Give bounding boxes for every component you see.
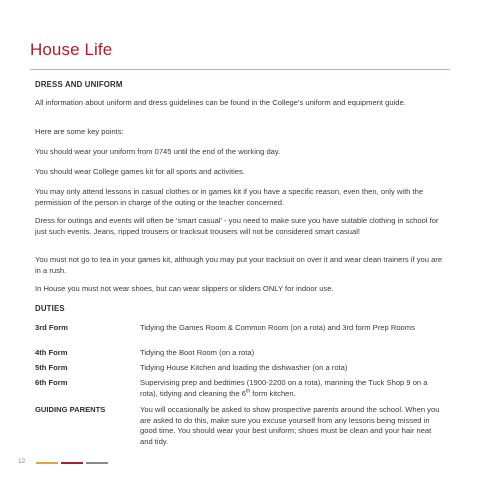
footer-bar-red	[61, 462, 83, 464]
section-heading-dress: DRESS AND UNIFORM	[35, 80, 123, 89]
dress-paragraph: You should wear your uniform from 0745 until the end of the working day.	[35, 147, 281, 156]
duty-form-label: 6th Form	[35, 378, 68, 387]
guiding-parents-label: GUIDING PARENTS	[35, 405, 106, 414]
footer-bar-grey	[86, 462, 108, 464]
guiding-parents-row	[35, 405, 447, 447]
guiding-parents-text: You will occasionally be asked to show prospective parents around the school. When you are asked to do this, make sure you excuse yourself from any lessons being missed in good time. You should wear your best uniform; shoes must be clean and your hair neat and tidy.	[140, 405, 440, 446]
duty-form-label: 3rd Form	[35, 323, 68, 332]
duty-row	[35, 323, 447, 334]
duty-form-label: 5th Form	[35, 363, 68, 372]
dress-paragraph: Dress for outings and events will often be 'smart casual' - you need to make sure you have suitable clothing in school for just such events. Jeans, ripped trousers or tracksuit trousers will not be considered smart casual!	[35, 216, 439, 236]
dress-paragraph: All information about uniform and dress guidelines can be found in the College's uniform and equipment guide.	[35, 98, 406, 107]
duty-description: Tidying the Games Room & Common Room (on a rota) and 3rd form Prep Rooms	[140, 323, 415, 332]
page-number: 12	[18, 458, 26, 465]
duty-row	[35, 348, 447, 359]
duty-row	[35, 363, 447, 374]
duty-description: Tidying the Boot Room (on a rota)	[140, 348, 255, 357]
duty-description: Tidying House Kitchen and loading the dishwasher (on a rota)	[140, 363, 348, 372]
duty-form-label: 4th Form	[35, 348, 68, 357]
title-divider	[30, 69, 450, 70]
dress-paragraph: You should wear College games kit for all sports and activities.	[35, 167, 245, 176]
dress-paragraph: You must not go to tea in your games kit, although you may put your tracksuit on over it and wear clean trainers if you are in a rush.	[35, 255, 443, 275]
footer-bar-orange	[36, 462, 58, 464]
duty-description	[140, 378, 445, 399]
dress-paragraph: You may only attend lessons in casual clothes or in games kit if you have a specific reason, even then, only with the permission of the person in charge of the outing or the teacher concerned.	[35, 187, 424, 207]
dress-paragraph: Here are some key points:	[35, 127, 124, 136]
duty-row	[35, 378, 447, 399]
page-title: House Life	[30, 40, 113, 59]
duty-text-part: form kitchen.	[250, 388, 296, 398]
section-heading-duties: DUTIES	[35, 304, 65, 313]
duty-text-part: Supervising prep and bedtimes (1900-2200 on a rota), manning the Tuck Shop 9 on a rota), tidying and cleaning the 6	[140, 378, 428, 398]
ordinal-suffix: th	[245, 388, 251, 395]
dress-paragraph: In House you must not wear shoes, but can wear slippers or sliders ONLY for indoor use.	[35, 284, 334, 293]
